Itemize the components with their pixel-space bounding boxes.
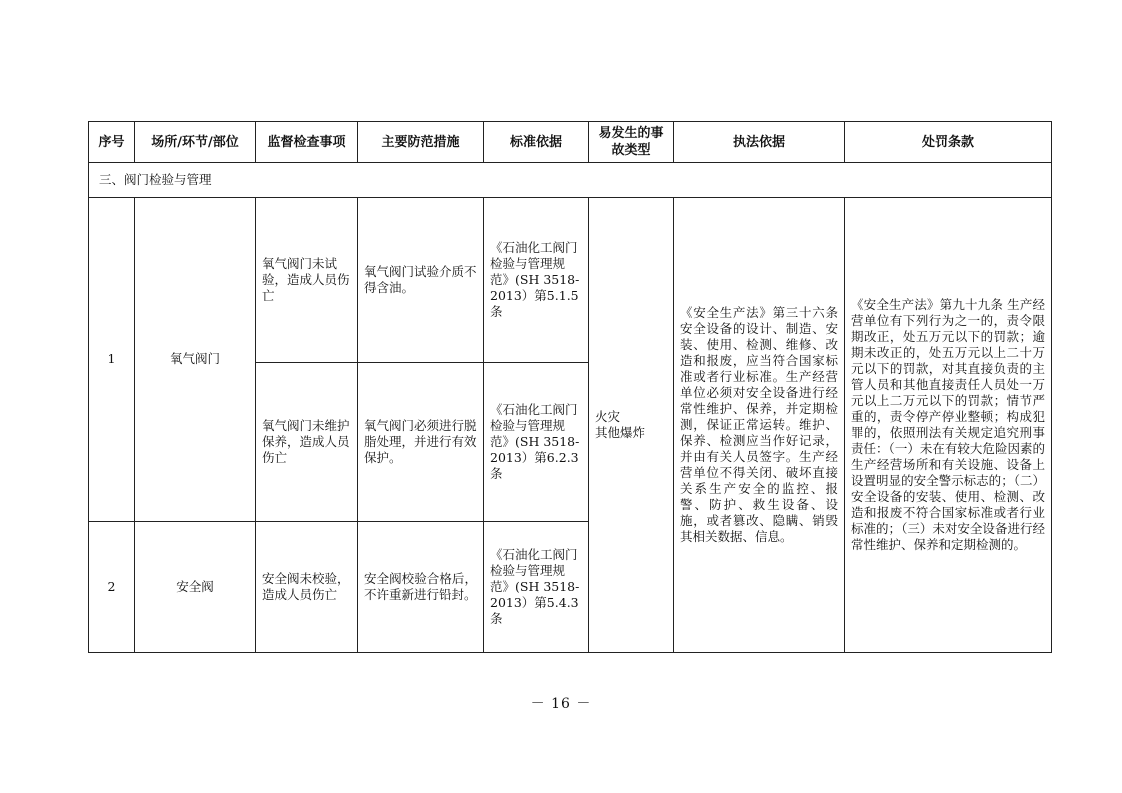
- page-number: － 16 －: [530, 696, 592, 712]
- table-row: [89, 198, 1052, 363]
- row-standard: 《石油化工阀门检验与管理规范》(SH 3518-2013）第5.1.5条: [484, 198, 589, 363]
- row-place: 安全阀: [135, 521, 256, 652]
- row-inspection: 氧气阀门未试验，造成人员伤亡: [256, 198, 358, 363]
- header-inspection: 监督检查事项: [256, 122, 358, 163]
- row-measure: 氧气阀门必须进行脱脂处理，并进行有效保护。: [358, 363, 484, 521]
- row-measure: 安全阀校验合格后，不许重新进行铅封。: [358, 521, 484, 652]
- header-place: 场所/环节/部位: [135, 122, 256, 163]
- row-inspection: 氧气阀门未维护保养，造成人员伤亡: [256, 363, 358, 521]
- table-header-row: [89, 122, 1052, 163]
- accident-type: 火灾 其他爆炸: [589, 198, 674, 653]
- section-title: 三、阀门检验与管理: [89, 163, 1052, 198]
- row-standard: 《石油化工阀门检验与管理规范》(SH 3518-2013）第5.4.3条: [484, 521, 589, 652]
- law-basis: 《安全生产法》第三十六条 安全设备的设计、制造、安装、使用、检测、维修、改造和报废，应当符合国家标准或者行业标准。生产经营单位必须对安全设备进行经常性维护、保养，并定期检测，保证正常运转。维护、保养、检测应当作好记录，并由有关人员签字。生产经营单位不得关闭、破坏直接关系生产安全的监控、报警、防护、救生设备、设施，或者篡改、隐瞒、销毁其相关数据、信息。: [674, 198, 845, 653]
- section-row: [89, 163, 1052, 198]
- row-seq: 2: [89, 521, 135, 652]
- row-inspection: 安全阀未校验，造成人员伤亡: [256, 521, 358, 652]
- inspection-table: [88, 121, 1052, 653]
- row-measure: 氧气阀门试验介质不得含油。: [358, 198, 484, 363]
- header-penalty: 处罚条款: [845, 122, 1052, 163]
- header-law-basis: 执法依据: [674, 122, 845, 163]
- penalty-clause: 《安全生产法》第九十九条 生产经营单位有下列行为之一的，责令限期改正，处五万元以下的罚款；逾期未改正的，处五万元以上二十万元以下的罚款，对其直接负责的主管人员和其他直接责任人员处一万元以上二万元以下的罚款；情节严重的，责令停产停业整顿；构成犯罪的，依照刑法有关规定追究刑事责任：（一）未在有较大危险因素的生产经营场所和有关设施、设备上设置明显的安全警示标志的；（二）安全设备的安装、使用、检测、改造和报废不符合国家标准或者行业标准的；（三）未对安全设备进行经常性维护、保养和定期检测的。: [845, 198, 1052, 653]
- header-seq: 序号: [89, 122, 135, 163]
- header-accident-type: 易发生的事故类型: [589, 122, 674, 163]
- header-standard: 标准依据: [484, 122, 589, 163]
- row-standard: 《石油化工阀门检验与管理规范》(SH 3518-2013）第6.2.3条: [484, 363, 589, 521]
- header-measure: 主要防范措施: [358, 122, 484, 163]
- row-seq: 1: [89, 198, 135, 522]
- row-place: 氧气阀门: [135, 198, 256, 522]
